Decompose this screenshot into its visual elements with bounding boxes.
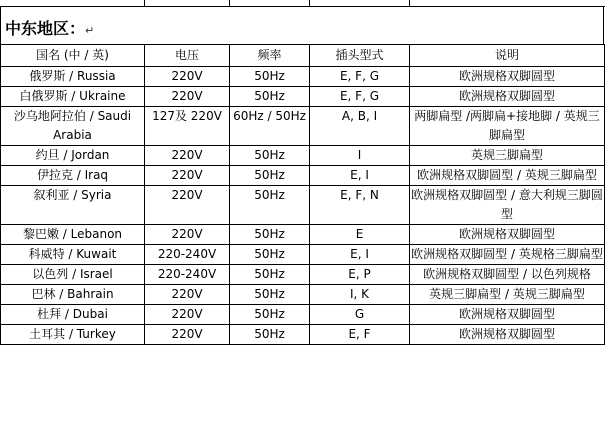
cell-note[interactable]: 欧洲规格双脚圆型 / 意大利规三脚圆型 xyxy=(410,186,605,225)
cell-plug[interactable]: E, F, N xyxy=(310,186,410,225)
cell-country[interactable]: 黎巴嫩 / Lebanon xyxy=(1,225,145,245)
cell-voltage[interactable]: 220V xyxy=(145,87,230,107)
header-note[interactable]: 说明 xyxy=(410,45,605,67)
cell-country[interactable]: 科威特 / Kuwait xyxy=(1,245,145,265)
cell-note[interactable]: 英规三脚扁型 xyxy=(410,146,605,166)
cell-plug[interactable]: I, K xyxy=(310,285,410,305)
table-row xyxy=(1,305,605,325)
cell-note[interactable]: 欧洲规格双脚圆型 xyxy=(410,67,605,87)
cell-frequency[interactable]: 50Hz xyxy=(230,285,310,305)
table-row xyxy=(1,265,605,285)
table-row xyxy=(1,166,605,186)
table-row xyxy=(1,325,605,345)
cell-frequency[interactable]: 50Hz xyxy=(230,265,310,285)
table-row xyxy=(1,87,605,107)
section-title[interactable] xyxy=(5,16,94,39)
cell-plug[interactable]: E, I xyxy=(310,245,410,265)
table-row xyxy=(1,146,605,166)
cell-plug[interactable]: E, F, G xyxy=(310,87,410,107)
section-title-text: 中东地区： xyxy=(5,19,86,38)
cell-frequency[interactable]: 60Hz / 50Hz xyxy=(230,107,310,146)
cell-voltage[interactable]: 127及 220V xyxy=(145,107,230,146)
table-row xyxy=(1,245,605,265)
cell-plug[interactable]: E, F xyxy=(310,325,410,345)
cell-voltage[interactable]: 220V xyxy=(145,146,230,166)
cell-plug[interactable]: E xyxy=(310,225,410,245)
cell-voltage[interactable]: 220-240V xyxy=(145,265,230,285)
cell-note[interactable]: 欧洲规格双脚圆型 / 以色列规格 xyxy=(410,265,605,285)
cell-country[interactable]: 叙利亚 / Syria xyxy=(1,186,145,225)
cell-note[interactable]: 欧洲规格双脚圆型 xyxy=(410,305,605,325)
cell-voltage[interactable]: 220V xyxy=(145,225,230,245)
cell-frequency[interactable]: 50Hz xyxy=(230,325,310,345)
cell-frequency[interactable]: 50Hz xyxy=(230,67,310,87)
cell-country[interactable]: 以色列 / Israel xyxy=(1,265,145,285)
cell-voltage[interactable]: 220V xyxy=(145,166,230,186)
paragraph-mark-icon: ↵ xyxy=(85,24,95,37)
cell-frequency[interactable]: 50Hz xyxy=(230,146,310,166)
cell-plug[interactable]: G xyxy=(310,305,410,325)
header-voltage[interactable]: 电压 xyxy=(145,45,230,67)
cell-country[interactable]: 巴林 / Bahrain xyxy=(1,285,145,305)
cell-note[interactable]: 欧洲规格双脚圆型 xyxy=(410,225,605,245)
cell-country[interactable]: 俄罗斯 / Russia xyxy=(1,67,145,87)
cell-country[interactable]: 杜拜 / Dubai xyxy=(1,305,145,325)
cell-country[interactable]: 约旦 / Jordan xyxy=(1,146,145,166)
cell-frequency[interactable]: 50Hz xyxy=(230,245,310,265)
cell-note[interactable]: 欧洲规格双脚圆型 / 英规格三脚扁型 xyxy=(410,245,605,265)
cell-frequency[interactable]: 50Hz xyxy=(230,87,310,107)
table-row xyxy=(1,107,605,146)
cell-note[interactable]: 两脚扁型 /两脚扁+接地脚 / 英规三脚扁型 xyxy=(410,107,605,146)
cell-note[interactable]: 欧洲规格双脚圆型 xyxy=(410,87,605,107)
cell-country[interactable]: 伊拉克 / Iraq xyxy=(1,166,145,186)
cell-plug[interactable]: E, P xyxy=(310,265,410,285)
table-header-row xyxy=(1,45,605,67)
table-row xyxy=(1,285,605,305)
section-heading-row xyxy=(0,6,604,44)
cell-voltage[interactable]: 220V xyxy=(145,67,230,87)
cell-note[interactable]: 英规三脚扁型 / 英规三脚扁型 xyxy=(410,285,605,305)
power-plug-table xyxy=(0,44,605,345)
cell-frequency[interactable]: 50Hz xyxy=(230,186,310,225)
cell-note[interactable]: 欧洲规格双脚圆型 xyxy=(410,325,605,345)
cell-voltage[interactable]: 220V xyxy=(145,305,230,325)
cell-voltage[interactable]: 220V xyxy=(145,285,230,305)
table-row xyxy=(1,225,605,245)
cell-plug[interactable]: I xyxy=(310,146,410,166)
cell-plug[interactable]: E, F, G xyxy=(310,67,410,87)
cell-country[interactable]: 土耳其 / Turkey xyxy=(1,325,145,345)
cell-country[interactable]: 白俄罗斯 / Ukraine xyxy=(1,87,145,107)
header-frequency[interactable]: 频率 xyxy=(230,45,310,67)
cell-voltage[interactable]: 220V xyxy=(145,186,230,225)
cell-voltage[interactable]: 220-240V xyxy=(145,245,230,265)
cell-note[interactable]: 欧洲规格双脚圆型 / 英规三脚扁型 xyxy=(410,166,605,186)
table-row xyxy=(1,186,605,225)
cell-frequency[interactable]: 50Hz xyxy=(230,225,310,245)
header-country[interactable]: 国名 (中 / 英) xyxy=(1,45,145,67)
cell-plug[interactable]: A, B, I xyxy=(310,107,410,146)
cell-frequency[interactable]: 50Hz xyxy=(230,166,310,186)
cell-country[interactable]: 沙乌地阿拉伯 / Saudi Arabia xyxy=(1,107,145,146)
cell-voltage[interactable]: 220V xyxy=(145,325,230,345)
table-row xyxy=(1,67,605,87)
cell-plug[interactable]: E, I xyxy=(310,166,410,186)
cell-frequency[interactable]: 50Hz xyxy=(230,305,310,325)
header-plug-type[interactable]: 插头型式 xyxy=(310,45,410,67)
